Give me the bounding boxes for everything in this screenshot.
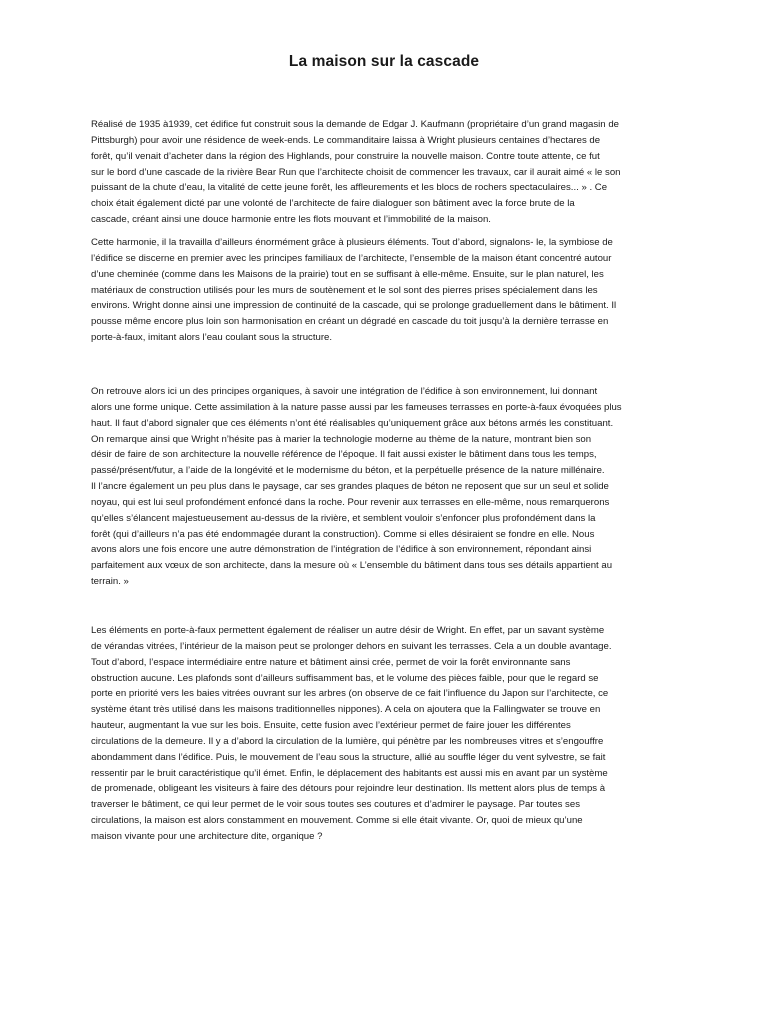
text-line: passé/présent/futur, a l’aide de la longévité et le modernisme du béton, et la perpétuelle présence de la nature millénaire. (91, 465, 605, 477)
text-line: Tout d’abord, l’espace intermédiaire entre nature et bâtiment ainsi crée, permet de voir la forêt environnante sans (91, 656, 571, 668)
text-line: cascade, créant ainsi une douce harmonie entre les flots mouvant et l’immobilité de la maison. (91, 214, 491, 226)
text-line: porte en priorité vers les baies vitrées ouvrant sur les arbres (on observe de ce fait l’influence du Japon sur l’architecte, ce (91, 688, 609, 700)
text-line: matériaux de construction utilisés pour les murs de soutènement et le sol sont des pierres prises spécialement dans les (91, 284, 598, 296)
text-line: maison vivante pour une architecture dite, organique ? (91, 830, 323, 842)
text-line: ressentir par le bruit caractéristique qu’il émet. Enfin, le déplacement des habitants est aussi mis en avant par un système (91, 767, 608, 779)
text-line: désir de faire de son architecture la nouvelle référence de l’époque. Il fait aussi exister le bâtiment dans tous les temps, (91, 449, 597, 461)
text-line: haut. Il faut d’abord signaler que ces éléments n’ont été réalisables qu’uniquement grâce aux bétons armés les constituant. (91, 417, 614, 429)
text-line: obstruction aucune. Les plafonds sont d’ailleurs suffisamment bas, et le volume des pièces faible, pour que le regard se (91, 672, 599, 684)
document-title: La maison sur la cascade (288, 53, 480, 70)
text-line: Pittsburgh) pour avoir une résidence de week-ends. Le commanditaire laissa à Wright plusieurs centaines d’hectares de (91, 134, 601, 146)
text-line: choix était également dicté par une volonté de l’architecte de faire dialoguer son bâtiment avec la force brute de la (91, 198, 575, 210)
text-line: circulations de la demeure. Il y a d’abord la circulation de la lumière, qui pénètre par les nombreuses vitres et s’engouffre (91, 735, 604, 747)
text-line: puissant de la chute d’eau, la vitalité de cette jeune forêt, les affleurements et les blocs de rochers spectaculaires... » . Ce (91, 182, 608, 194)
text-line: qu’elles s’élancent majestueusement au-dessus de la rivière, et semblent vouloir s’enfoncer plus profondément dans la (91, 512, 596, 524)
text-line: avons alors une fois encore une autre démonstration de l’intégration de l’édifice à son environnement, répondant ainsi (91, 544, 592, 556)
text-line: terrain. » (91, 576, 129, 588)
text-line: traverser le bâtiment, ce qui leur permet de le voir sous toutes ses coutures et d’admirer le paysage. Par toutes ses (91, 799, 580, 811)
paragraph-2 (91, 235, 679, 346)
text-line: parfaitement aux vœux de son architecte, dans la mesure où « L’ensemble du bâtiment dans tous ses détails appartient au (91, 560, 613, 572)
text-line: environs. Wright donne ainsi une impression de continuité de la cascade, qui se prolonge graduellement dans le bâtiment. Il (91, 300, 617, 312)
text-line: l’édifice se discerne en premier avec les principes familiaux de l’architecte, l’ensemble de la maison étant concentré autour (91, 252, 612, 264)
text-line: pousse même encore plus loin son harmonisation en créant un dégradé en cascade du toit jusqu’à la dernière terrasse en (91, 316, 609, 328)
paragraph-4 (91, 623, 679, 845)
text-line: Cette harmonie, il la travailla d’ailleurs énormément grâce à plusieurs éléments. Tout d’abord, signalons- le, la symbiose de (91, 237, 613, 248)
text-line: d’une cheminée (comme dans les Maisons de la prairie) tout en se suffisant à elle-même. Ensuite, sur le plan naturel, les (91, 268, 604, 280)
paragraph-3 (91, 384, 679, 590)
text-line: forêt (qui d’ailleurs n’a pas été endommagée durant la construction). Comme si elles désiraient se fondre en elle. Nous (91, 528, 595, 540)
text-line: hauteur, augmentant la vue sur les bois. Ensuite, cette fusion avec l’extérieur permet de faire jouer les différentes (91, 720, 571, 732)
paragraph-1 (91, 117, 679, 228)
text-line: de vérandas vitrées, l’intérieur de la maison peut se prolonger dehors en suivant les terrasses. Cela a un double avantage. (91, 640, 612, 652)
text-line: On retrouve alors ici un des principes organiques, à savoir une intégration de l’édifice à son environnement, lui donnant (91, 386, 598, 397)
text-line: noyau, qui est lui seul profondément enfoncé dans la roche. Pour revenir aux terrasses en elle-même, nous remarquerons (91, 496, 610, 508)
text-line: circulations, la maison est alors constamment en mouvement. Comme si elle était vivante. Or, quoi de mieux qu’une (91, 815, 583, 827)
text-line: alors une forme unique. Cette assimilation à la nature passe aussi par les fameuses terrasses en porte-à-faux évoquées plus (91, 401, 622, 413)
text-line: abondamment dans l’édifice. Puis, le mouvement de l’eau sous la structure, allié au souffle léger du vent sylvestre, se fait (91, 751, 606, 763)
text-line: de promenade, obligeant les visiteurs à faire des détours pour rejoindre leur destination. Ils mettent alors plus de temps à (91, 783, 606, 795)
text-line: Il l’ancre également un peu plus dans le paysage, car ses grandes plaques de béton ne reposent que sur un seul et solide (91, 481, 609, 493)
text-line: forêt, qu’il venait d’acheter dans la région des Highlands, pour construire la nouvelle maison. Contre toute attente, ce fut (91, 150, 600, 162)
text-line: On remarque ainsi que Wright n’hésite pas à marier la technologie moderne au thème de la nature, montrant bien son (91, 433, 592, 445)
text-line: Réalisé de 1935 à1939, cet édifice fut construit sous la demande de Edgar J. Kaufmann (propriétaire d’un grand magasin de (91, 119, 619, 130)
text-line: système étant très utilisé dans les maisons traditionnelles nippones). A cela on ajoutera que la Fallingwater se trouve en (91, 704, 601, 716)
text-line: sur le bord d’une cascade de la rivière Bear Run que l’architecte choisit de commencer les travaux, car il aurait aimé « le son (91, 166, 621, 178)
text-line: porte-à-faux, imitant alors l’eau coulant sous la structure. (91, 332, 333, 344)
text-line: Les éléments en porte-à-faux permettent également de réaliser un autre désir de Wright. En effet, par un savant système (91, 625, 605, 636)
